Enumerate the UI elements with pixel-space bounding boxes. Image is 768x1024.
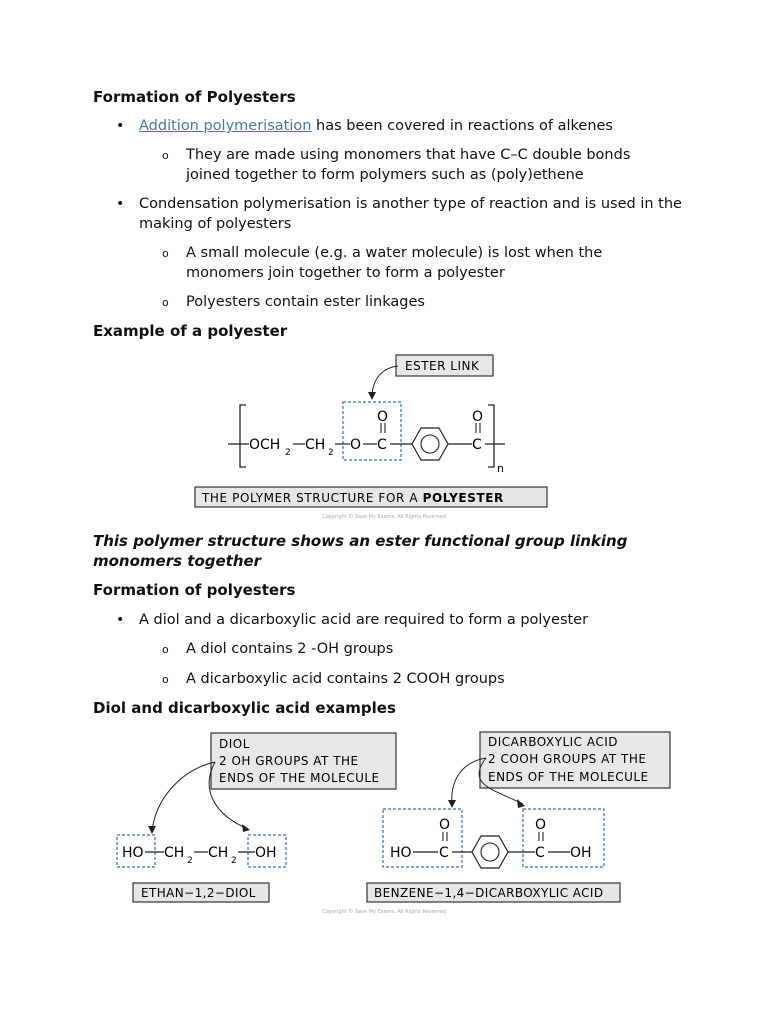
example-heading: Example of a polyester (93, 322, 288, 340)
diol-callout-line: 2 OH GROUPS AT THE (219, 754, 359, 768)
copyright-notice: Copyright © Save My Exams. All Rights Reserved (322, 514, 446, 520)
acid-ho: HO (390, 845, 412, 861)
carbonyl-oxygen: O (472, 409, 484, 425)
sub-bullet-item: They are made using monomers that have C–C double bonds joined together to form polymers such as (poly)ethene (186, 147, 631, 183)
caption-bold: POLYESTER (422, 491, 504, 505)
sub-bullet-item: Polyesters contain ester linkages (186, 294, 425, 310)
diol-ho: HO (122, 845, 144, 861)
repeat-n: n (497, 462, 504, 475)
diol-ch: CH (208, 845, 229, 861)
subscript: 2 (187, 856, 193, 866)
sub-bullet-item: A dicarboxylic acid contains 2 COOH groups (186, 671, 505, 687)
sub-bullet-marker: o (162, 643, 169, 656)
subscript: 2 (231, 856, 237, 866)
arrow-head (517, 799, 525, 808)
sub-bullet-item: A small molecule (e.g. a water molecule) is lost when the monomers join together to form a polyester (186, 245, 603, 281)
sub-bullet-marker: o (162, 673, 169, 686)
bullet-item: Condensation polymerisation is another type of reaction and is used in the making of polyesters (139, 196, 682, 232)
carbonyl-oxygen: O (377, 409, 389, 425)
och-group: OCH (249, 437, 281, 453)
subscript: 2 (285, 448, 291, 458)
bullet-item: A diol and a dicarboxylic acid are required to form a polyester (139, 612, 589, 628)
caption-text: THE POLYMER STRUCTURE FOR A (202, 491, 423, 505)
bullet-marker: • (116, 196, 125, 212)
arrow-head (242, 824, 250, 832)
bullet-text: has been covered in reactions of alkenes (311, 118, 613, 134)
diol-arrow-left (152, 762, 215, 832)
carbonyl-carbon: C (377, 437, 387, 453)
section-heading: Formation of polyesters (93, 581, 296, 599)
section-heading: Formation of Polyesters (93, 88, 296, 106)
copyright-notice: Copyright © Save My Exams. All Rights Reserved (322, 909, 446, 915)
diol-label: ETHAN−1,2−DIOL (141, 886, 256, 900)
acid-callout-title: DICARBOXYLIC ACID (488, 735, 619, 749)
examples-heading: Diol and dicarboxylic acid examples (93, 699, 396, 717)
acid-carbonyl-oxygen: O (535, 817, 547, 833)
acid-oh: OH (570, 845, 592, 861)
benzene-ring (472, 836, 508, 868)
acid-carbonyl-oxygen: O (439, 817, 451, 833)
acid-carbon: C (535, 845, 545, 861)
diol-callout-line: ENDS OF THE MOLECULE (219, 771, 380, 785)
sub-bullet-item: A diol contains 2 -OH groups (186, 641, 394, 657)
ester-link-label: ESTER LINK (405, 359, 480, 373)
bullet-marker: • (116, 612, 125, 628)
bullet-marker: • (116, 118, 125, 134)
acid-callout-line: 2 COOH GROUPS AT THE (488, 752, 647, 766)
subscript: 2 (328, 448, 334, 458)
benzene-ring-circle (481, 843, 499, 861)
diol-ch: CH (164, 845, 185, 861)
ester-oxygen: O (350, 437, 362, 453)
acid-label: BENZENE−1,4−DICARBOXYLIC ACID (374, 886, 604, 900)
arrow-head (148, 826, 156, 834)
sub-bullet-marker: o (162, 247, 169, 260)
arrow-head (448, 800, 456, 808)
acid-carbon: C (439, 845, 449, 861)
diol-oh: OH (255, 845, 277, 861)
figure-description: This polymer structure shows an ester functional group linking monomers together (93, 532, 628, 570)
addition-polymerisation-link[interactable]: Addition polymerisation (139, 118, 312, 134)
carbonyl-carbon: C (472, 437, 482, 453)
acid-callout-line: ENDS OF THE MOLECULE (488, 770, 649, 784)
ch-group: CH (305, 437, 326, 453)
sub-bullet-marker: o (162, 296, 169, 309)
diol-callout-title: DIOL (219, 737, 250, 751)
sub-bullet-marker: o (162, 149, 169, 162)
